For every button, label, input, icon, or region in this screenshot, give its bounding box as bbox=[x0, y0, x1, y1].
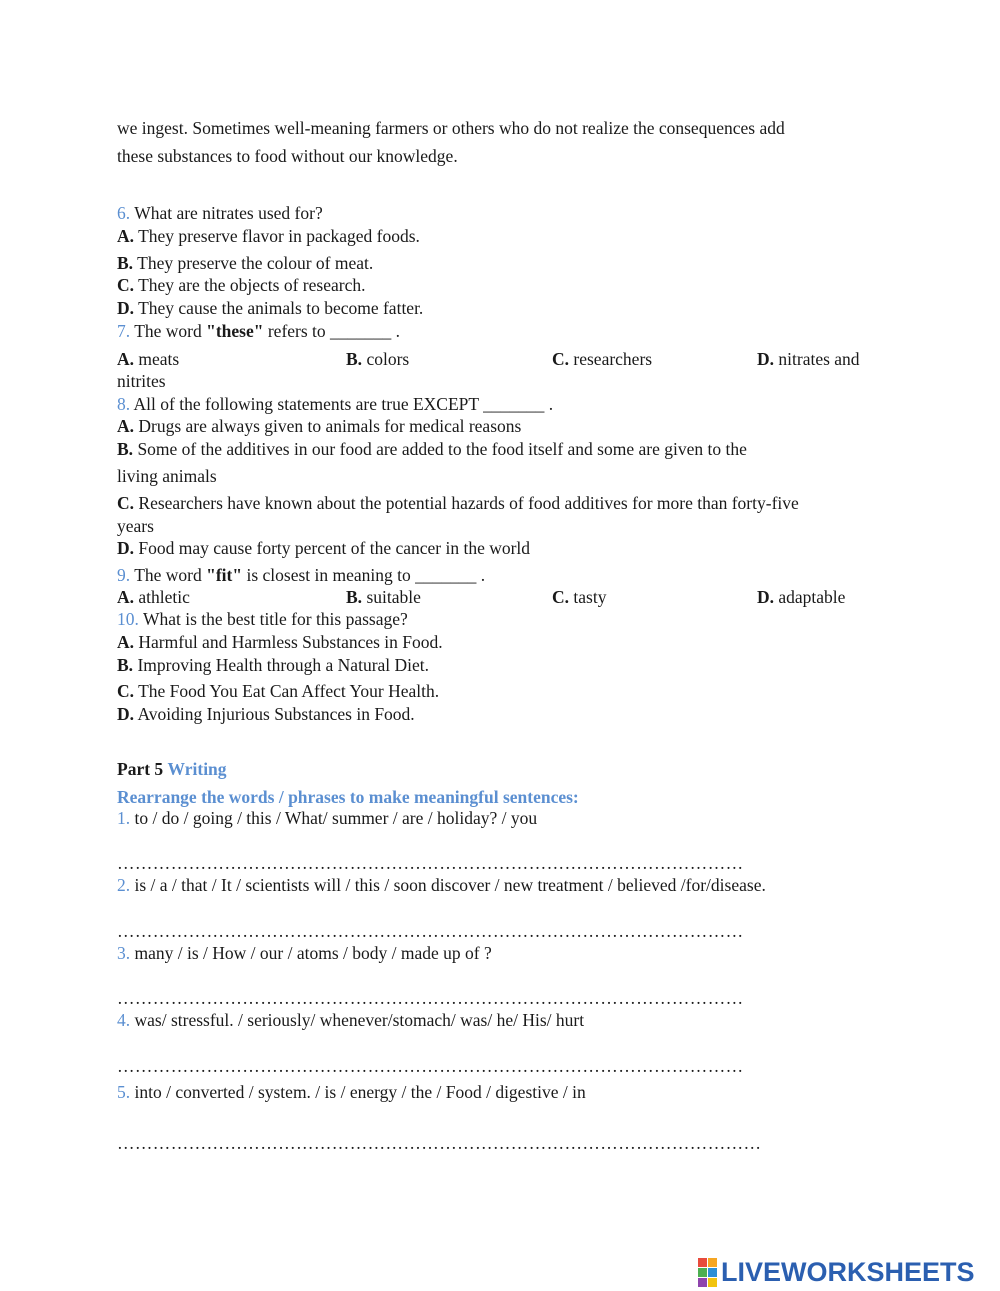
instruction: Rearrange the words / phrases to make meaningful sentences: bbox=[117, 787, 579, 807]
question-number: 9. bbox=[117, 565, 131, 585]
option-7a[interactable]: A. meats bbox=[117, 349, 180, 369]
option-8b-wrap: living animals bbox=[117, 466, 217, 486]
question-9: 9. The word "fit" is closest in meaning to _______ . bbox=[117, 565, 486, 585]
option-6b[interactable]: B. They preserve the colour of meat. bbox=[117, 253, 374, 273]
question-text: What are nitrates used for? bbox=[134, 203, 323, 223]
question-number: 6. bbox=[117, 203, 131, 223]
option-10a[interactable]: A. Harmful and Harmless Substances in Food. bbox=[117, 632, 443, 652]
answer-line-1[interactable]: …………………………………………………………………………………………… bbox=[117, 853, 744, 873]
section-heading bbox=[117, 759, 227, 779]
option-8c-wrap: years bbox=[117, 516, 154, 536]
option-10c[interactable]: C. The Food You Eat Can Affect Your Health. bbox=[117, 681, 440, 701]
option-6d[interactable]: D. They cause the animals to become fatter. bbox=[117, 298, 424, 318]
writing-item-4: 4. was/ stressful. / seriously/ whenever/stomach/ was/ he/ His/ hurt bbox=[117, 1010, 585, 1030]
answer-line-4[interactable]: …………………………………………………………………………………………… bbox=[117, 1056, 744, 1076]
liveworksheets-logo bbox=[698, 1258, 975, 1286]
option-10d[interactable]: D. Avoiding Injurious Substances in Food. bbox=[117, 704, 415, 724]
question-6 bbox=[117, 203, 323, 223]
option-9b[interactable]: B. suitable bbox=[346, 587, 421, 607]
answer-line-2[interactable]: …………………………………………………………………………………………… bbox=[117, 921, 744, 941]
option-9c[interactable]: C. tasty bbox=[552, 587, 607, 607]
section-label: Part 5 bbox=[117, 759, 164, 779]
option-8c[interactable]: C. Researchers have known about the potential hazards of food additives for more than forty-five bbox=[117, 493, 799, 513]
option-7d[interactable]: D. nitrates and bbox=[757, 349, 860, 369]
question-10: 10. What is the best title for this passage? bbox=[117, 609, 408, 629]
question-7: 7. The word "these" refers to _______ . bbox=[117, 321, 401, 341]
question-number: 8. bbox=[117, 394, 131, 414]
option-8d[interactable]: D. Food may cause forty percent of the cancer in the world bbox=[117, 538, 531, 558]
question-number: 10. bbox=[117, 609, 139, 629]
option-8b[interactable]: B. Some of the additives in our food are added to the food itself and some are given to the bbox=[117, 439, 747, 459]
option-7b[interactable]: B. colors bbox=[346, 349, 410, 369]
writing-item-5: 5. into / converted / system. / is / energy / the / Food / digestive / in bbox=[117, 1082, 586, 1102]
option-6a[interactable]: A. They preserve flavor in packaged foods. bbox=[117, 226, 420, 246]
writing-item-3: 3. many / is / How / our / atoms / body / made up of ? bbox=[117, 943, 492, 963]
option-6c[interactable]: C. They are the objects of research. bbox=[117, 275, 366, 295]
logo-icon bbox=[698, 1258, 717, 1287]
writing-item-1: 1. to / do / going / this / What/ summer / are / holiday? / you bbox=[117, 808, 538, 828]
writing-item-2: 2. is / a / that / It / scientists will / this / soon discover / new treatment / believed /for/disease. bbox=[117, 875, 766, 895]
logo-text: LIVEWORKSHEETS bbox=[721, 1256, 975, 1287]
answer-line-3[interactable]: …………………………………………………………………………………………… bbox=[117, 988, 744, 1008]
passage-line-1: we ingest. Sometimes well-meaning farmers or others who do not realize the consequences add bbox=[117, 118, 785, 138]
question-number: 7. bbox=[117, 321, 131, 341]
option-7d-wrap: nitrites bbox=[117, 371, 166, 391]
question-8: 8. All of the following statements are true EXCEPT _______ . bbox=[117, 394, 554, 414]
section-title: Writing bbox=[167, 759, 227, 779]
passage-line-2: these substances to food without our knowledge. bbox=[117, 146, 458, 166]
option-7c[interactable]: C. researchers bbox=[552, 349, 653, 369]
option-10b[interactable]: B. Improving Health through a Natural Diet. bbox=[117, 655, 430, 675]
option-9d[interactable]: D. adaptable bbox=[757, 587, 846, 607]
option-9a[interactable]: A. athletic bbox=[117, 587, 190, 607]
answer-line-5[interactable]: ……………………………………………………………………………………………… bbox=[117, 1133, 762, 1153]
option-8a[interactable]: A. Drugs are always given to animals for medical reasons bbox=[117, 416, 522, 436]
